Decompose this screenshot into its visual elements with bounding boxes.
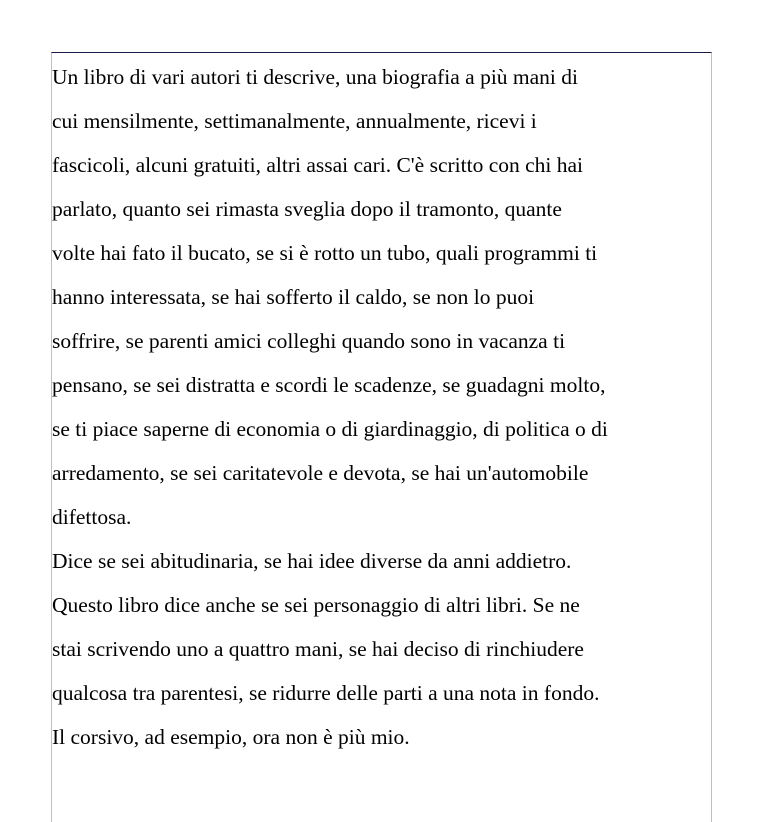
document-text[interactable] [52,55,722,759]
text-line: pensano, se sei distratta e scordi le scadenze, se guadagni molto, [52,373,606,397]
text-line: Il corsivo, ad esempio, ora non è più mio. [52,725,410,749]
text-line: fascicoli, alcuni gratuiti, altri assai cari. C'è scritto con chi hai [52,153,584,177]
text-line: hanno interessata, se hai sofferto il caldo, se non lo puoi [52,285,535,309]
text-line: volte hai fato il bucato, se si è rotto un tubo, quali programmi ti [52,241,598,265]
text-line: Dice se sei abitudinaria, se hai idee diverse da anni addietro. [52,549,572,573]
text-line: soffrire, se parenti amici colleghi quando sono in vacanza ti [52,329,566,353]
text-line: cui mensilmente, settimanalmente, annualmente, ricevi i [52,109,537,133]
text-line: qualcosa tra parentesi, se ridurre delle parti a una nota in fondo. [52,681,600,705]
text-line: arredamento, se sei caritatevole e devota, se hai un'automobile [52,461,589,485]
text-line: parlato, quanto sei rimasta sveglia dopo il tramonto, quante [52,197,562,221]
text-line: Un libro di vari autori ti descrive, una biografia a più mani di [52,65,579,89]
paragraph-1 [52,55,722,539]
paragraph-2 [52,539,722,759]
text-line: Questo libro dice anche se sei personaggio di altri libri. Se ne [52,593,580,617]
text-line: difettosa. [52,505,132,529]
text-line: se ti piace saperne di economia o di giardinaggio, di politica o di [52,417,608,441]
document-page [51,52,712,822]
text-line: stai scrivendo uno a quattro mani, se hai deciso di rinchiudere [52,637,584,661]
